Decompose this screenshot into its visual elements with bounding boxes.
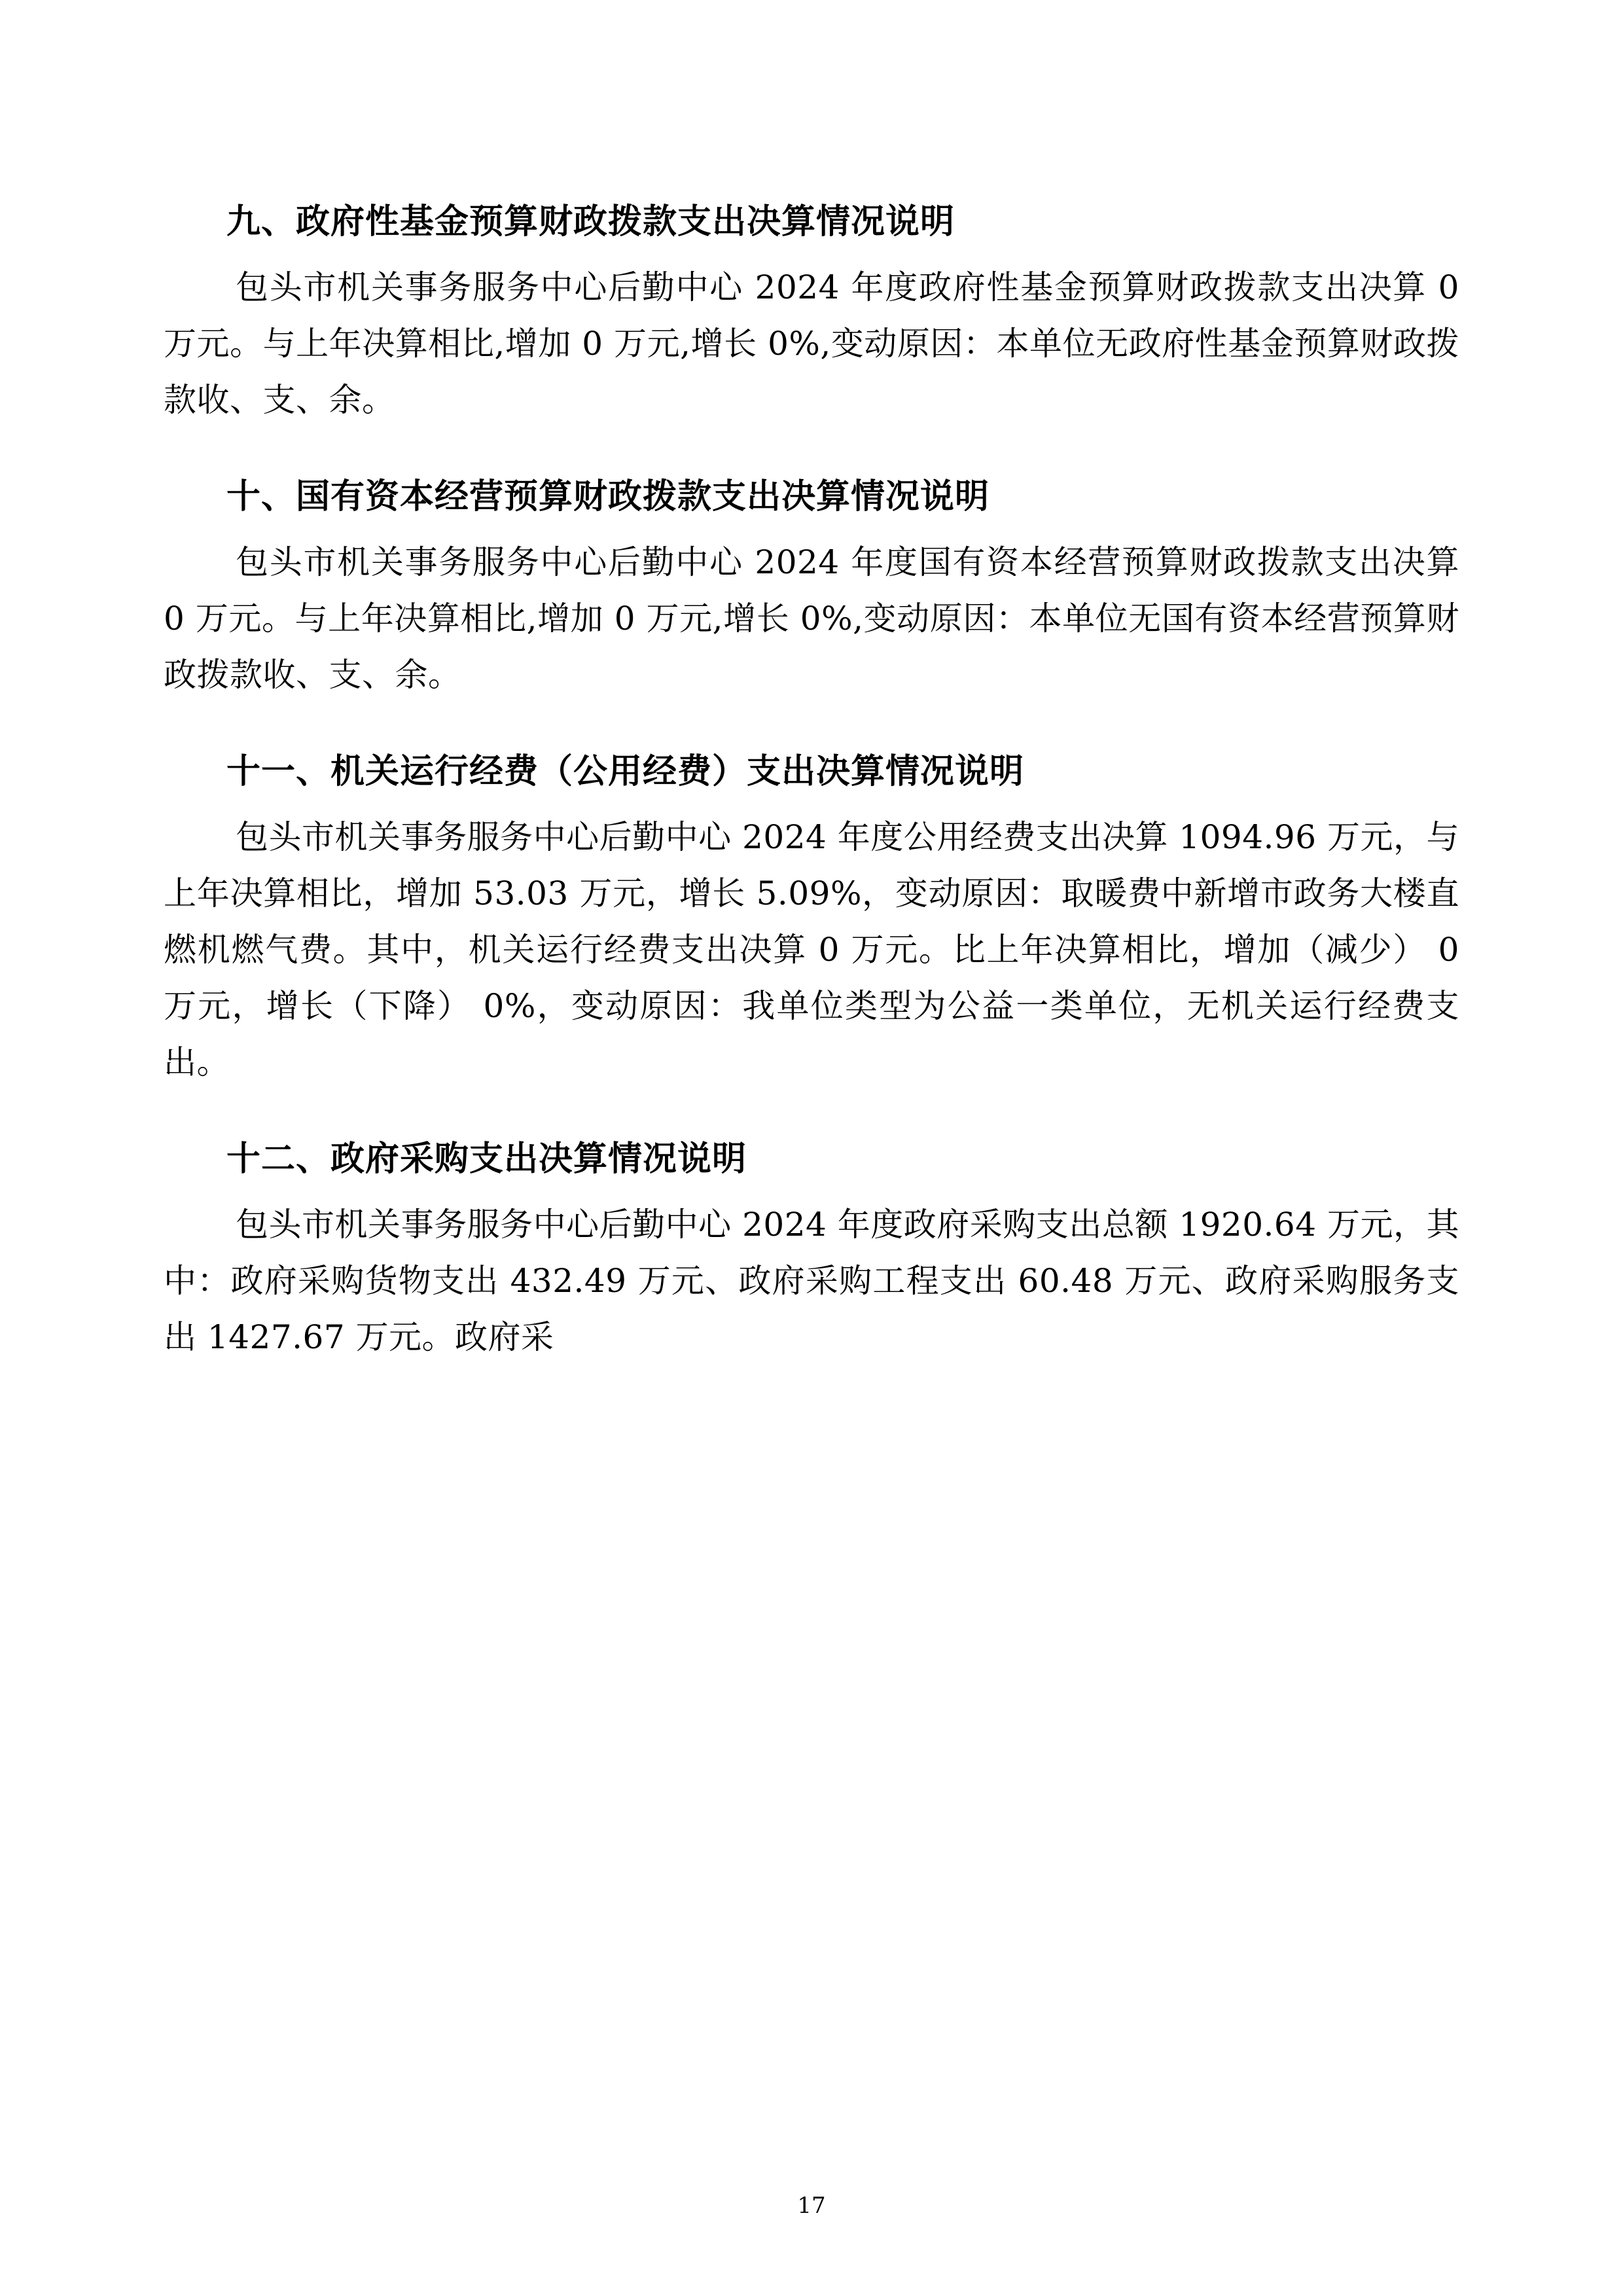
section-heading-10: 十、国有资本经营预算财政拨款支出决算情况说明 [226,476,990,516]
section-spacer [164,1117,1459,1134]
page-content [164,196,1459,1365]
section-spacer [164,729,1459,746]
section-heading-11: 十一、机关运行经费（公用经费）支出决算情况说明 [226,751,1025,791]
section-paragraph-9: 包头市机关事务服务中心后勤中心 2024 年度政府性基金预算财政拨款支出决算 0 万元。与上年决算相比,增加 0 万元,增长 0%,变动原因：本单位无政府性基金预算财政拨款收、支、余。 [164,268,1459,419]
section-heading-9: 九、政府性基金预算财政拨款支出决算情况说明 [226,202,955,242]
section-heading-12: 十二、政府采购支出决算情况说明 [226,1139,747,1179]
section-paragraph-10: 包头市机关事务服务中心后勤中心 2024 年度国有资本经营预算财政拨款支出决算 0 万元。与上年决算相比,增加 0 万元,增长 0%,变动原因：本单位无国有资本经营预算财政拨款收、支、余。 [164,543,1459,694]
section-paragraph-11: 包头市机关事务服务中心后勤中心 2024 年度公用经费支出决算 1094.96 万元，与上年决算相比，增加 53.03 万元，增长 5.09%，变动原因：取暖费中新增市政务大楼直燃机燃气费。其中，机关运行经费支出决算 0 万元。比上年决算相比，增加（减少） 0 万元，增长（下降） 0%，变动原因：我单位类型为公益一类单位，无机关运行经费支出。 [164,818,1459,1081]
section-paragraph-12: 包头市机关事务服务中心后勤中心 2024 年度政府采购支出总额 1920.64 万元，其中：政府采购货物支出 432.49 万元、政府采购工程支出 60.48 万元、政府采购服务支出 1427.67 万元。政府采 [164,1206,1459,1356]
page-number: 17 [797,2193,826,2219]
section-spacer [164,454,1459,471]
